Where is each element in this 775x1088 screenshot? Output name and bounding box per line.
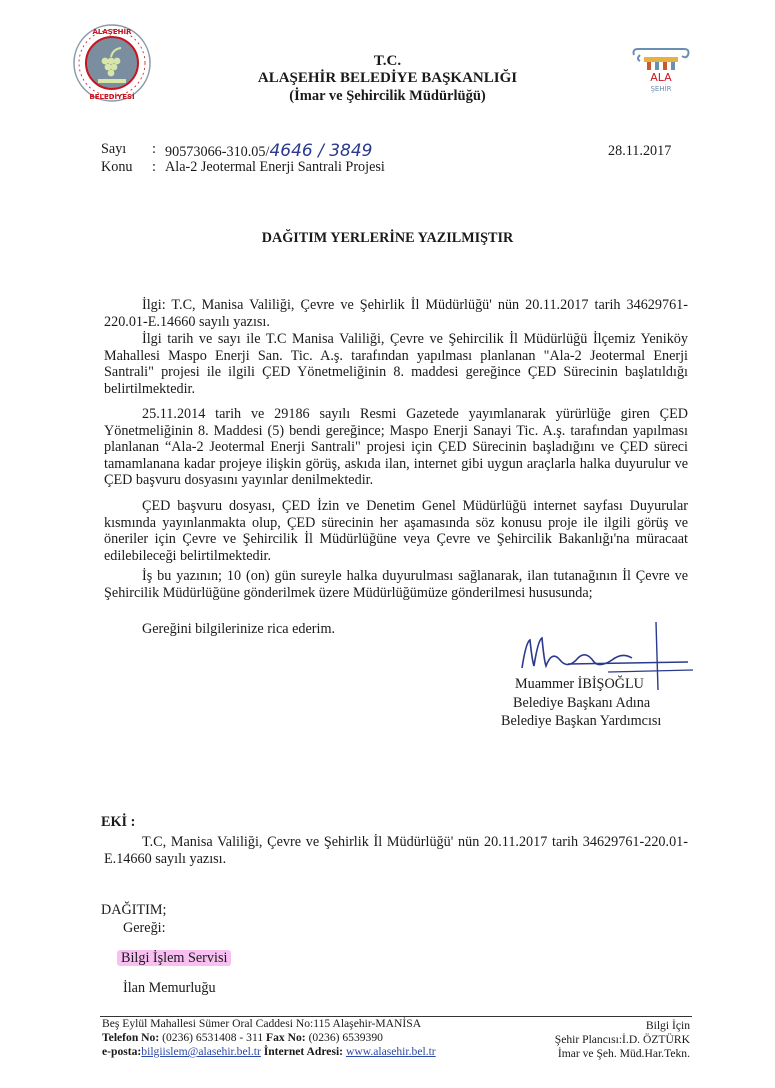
footer-info-line-1: Şehir Plancısı:İ.D. ÖZTÜRK [554,1033,690,1046]
distribution-label: DAĞITIM; [101,902,167,918]
fax-label: Fax No: [266,1031,306,1044]
website-link[interactable]: www.alasehir.bel.tr [345,1045,436,1058]
konu-value: Ala-2 Jeotermal Enerji Santrali Projesi [165,159,385,175]
attachments-label: EKİ : [101,814,136,830]
paragraph-2: 25.11.2014 tarih ve 29186 sayılı Resmi Gazetede yayımlanarak yürürlüğe giren ÇED Yönetmeliğinin 8. Maddesi (5) bendi gereğince; Maspo Enerji Sanayi Tic. A.ş. tarafından yapılması planlanan “Ala-2 Jeotermal Enerji Santrali" projesi için ÇED Sürecinin başladığını ve ÇED süreci tamamlanana kadar projeye ilişkin görüş, askıda ilan, internet gibi uygun araçlarla halka duyurulur ve ÇED başvuru dosyasını yayınlar denilmektedir. [104,406,688,489]
brand-text-bottom: ŞEHİR [650,85,672,93]
signatory-title-2: Belediye Başkan Yardımcısı [501,713,662,729]
seal-top-text: ALAŞEHİR [92,28,132,36]
attachments-text: T.C, Manisa Valiliği, Çevre ve Şehirlik İl Müdürlüğü' nün 20.11.2017 tarih 34629761-220.01-E.14660 sayılı yazısı. [104,834,688,867]
email-link[interactable]: bilgiislem@alasehir.bel.tr [141,1045,261,1058]
web-label: İnternet Adresi: [263,1045,344,1058]
header-tc: T.C. [373,53,402,69]
distribution-item-1 [117,950,231,967]
header-institution: ALAŞEHİR BELEDİYE BAŞKANLIĞI [257,70,518,86]
paragraph-1: İlgi tarih ve sayı ile T.C Manisa Valiliği, Çevre ve Şehircilik İl Müdürlüğü İlçemiz Yeniköy Mahallesi Maspo Enerji San. Tic. A.ş. tarafından yapılması planlanan "Ala-2 Jeotermal Enerji Santrali" projesi ile ilgili ÇED Yönetmeliğinin 8. maddesi gereğince ÇED Sürecinin başlatıldığı belirtilmektedir. [104,331,688,397]
distribution-sub: Gereği: [123,920,166,936]
signatory-title-1: Belediye Başkanı Adına [513,695,651,711]
paragraph-closing: Gereğini bilgilerinize rica ederim. [142,621,336,637]
seal-bottom-text: BELEDİYESİ [89,93,135,101]
distribution-item-2: İlan Memurluğu [123,980,216,996]
sayi-label: Sayı [101,141,127,157]
signatory-name: Muammer İBİŞOĞLU [515,676,644,692]
konu-label: Konu [101,159,133,175]
document-title: DAĞITIM YERLERİNE YAZILMIŞTIR [261,230,514,246]
footer-info-line-2: İmar ve Şeh. Müd.Har.Tekn. [557,1047,690,1060]
brand-text-top: ALA [650,71,672,84]
footer-contact [102,1045,436,1059]
tel-label: Telefon No: [102,1031,160,1044]
sayi-number: 90573066-310.05/ [165,144,270,160]
paragraph-ilgi: İlgi: T.C, Manisa Valiliği, Çevre ve Şehirlik İl Müdürlüğü' nün 20.11.2017 tarih 34629761-220.01-E.14660 sayılı yazısı. [104,297,688,330]
paragraph-4: İş bu yazının; 10 (on) gün sureyle halka duyurulması sağlanarak, ilan tutanağının İl Çevre ve Şehircilik Müdürlüğüne gönderilmek üzere Müdürlüğümüze gönderilmesi hususunda; [104,568,688,601]
sayi-handwritten: 4646 / 3849 [269,141,373,161]
header-department: (İmar ve Şehircilik Müdürlüğü) [289,88,486,104]
email-label: e-posta: [102,1045,142,1058]
konu-colon: : [152,159,156,175]
footer-info-label: Bilgi İçin [645,1019,690,1032]
paragraph-3: ÇED başvuru dosyası, ÇED İzin ve Denetim Genel Müdürlüğü internet sayfası Duyurular kısmında yayınlanmakta olup, ÇED sürecinin her aşamasında söz konusu proje ile ilgili görüş ve öneriler için Çevre ve Şehircilik İl Müdürlüğüne veya Çevre ve Şehircilik Bakanlığı'na müracaat edilebileceği belirtilmektedir. [104,498,688,564]
fax-value: (0236) 6539390 [308,1031,383,1044]
sayi-colon: : [152,141,156,157]
sayi-value [165,141,373,161]
highlighted-recipient: Bilgi İşlem Servisi [117,950,231,966]
footer-phone-fax [102,1031,383,1045]
footer-address: Beş Eylül Mahallesi Sümer Oral Caddesi No:115 Alaşehir-MANİSA [102,1017,422,1030]
tel-value: (0236) 6531408 - 311 [162,1031,264,1044]
document-date: 28.11.2017 [608,143,672,159]
